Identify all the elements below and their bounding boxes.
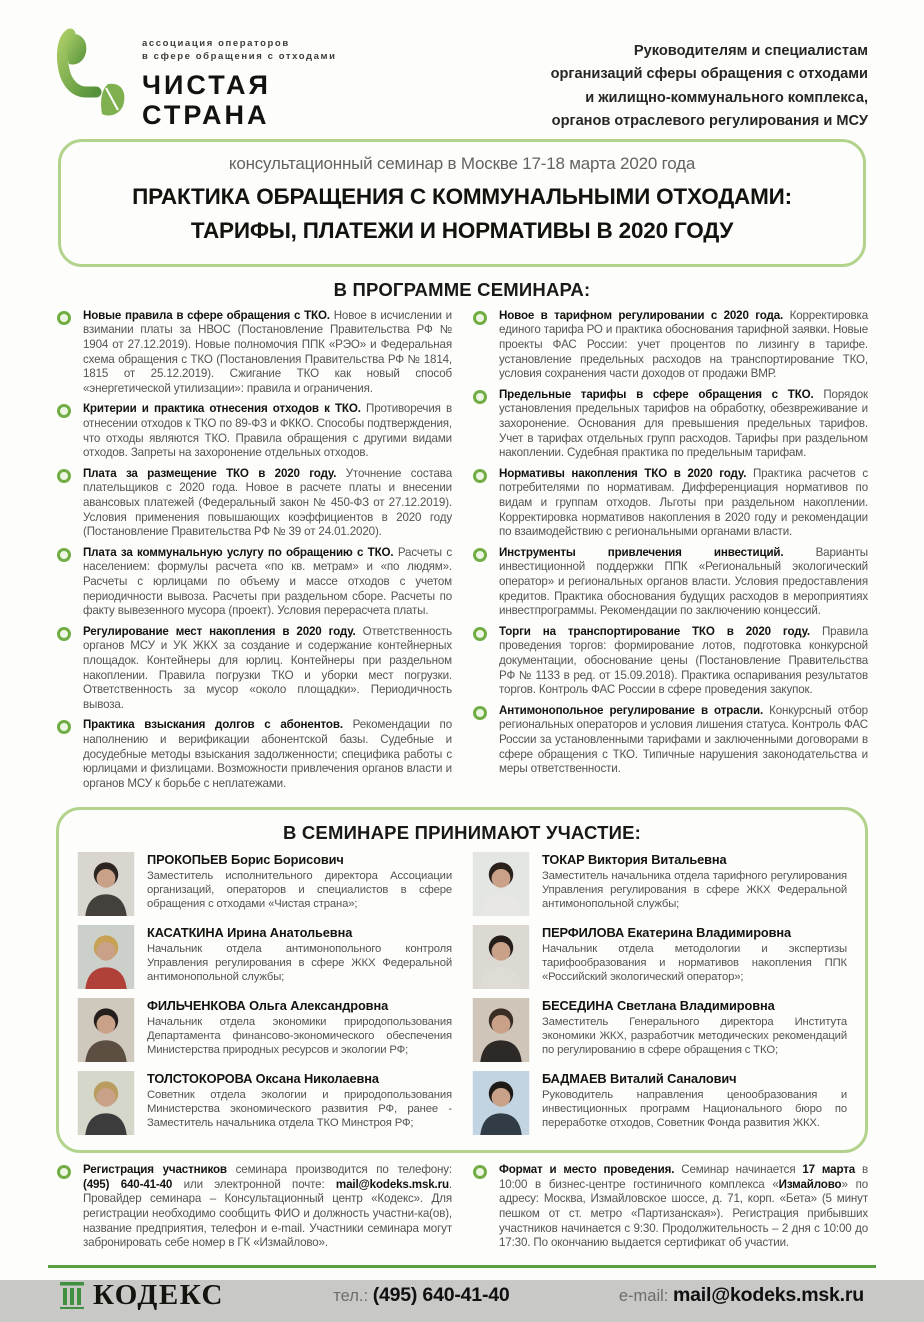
speaker-card xyxy=(472,925,847,989)
speaker-bio: Руководитель направления ценообразования и инвестиционных программ Национального бюро по переработке отходов, Советник Фонда развития ЖКХ. xyxy=(542,1089,847,1130)
audience-line: и жилищно-коммунального комплекса, xyxy=(585,89,868,106)
speakers-heading: В СЕМИНАРЕ ПРИНИМАЮТ УЧАСТИЕ: xyxy=(282,822,642,844)
program-item: Нормативы накопления ТКО в 2020 году. Практика расчетов с потребителями по нормативам. Дифференциация нормативов по видам и группам отходов. Льготы при раздельном накоплении. Корректировка нормативов накопления в 2020 году и рекомендации по взаимодействию с региональными органами власти. xyxy=(472,467,868,540)
program-item: Антимонопольное регулирование в отрасли. Конкурсный отбор региональных операторов и условия лишения статуса. Контроль ФАС России за установленными тарифами и заключенными договорами в сфере обращения с ТКО. Типичные нарушения законодательства и меры ответственности. xyxy=(472,704,868,777)
page-footer xyxy=(56,1277,868,1322)
bullet-icon xyxy=(57,720,71,734)
footer-divider xyxy=(48,1265,876,1269)
bullet-icon xyxy=(57,404,71,418)
speaker-bio: Заместитель Генерального директора Института экономики ЖКХ, разработчик методических рекомендаций по регулированию в сфере обращения с ТКО; xyxy=(542,1016,847,1057)
program-section xyxy=(56,279,868,797)
speaker-name: ТОЛСТОКОРОВА Оксана Николаевна xyxy=(147,1071,379,1087)
speaker-bio: Заместитель исполнительного директора Ассоциации организаций, операторов и специалистов в сфере обращения с отходами «Чистая страна»; xyxy=(147,870,452,911)
bullet-icon xyxy=(57,311,71,325)
venue-note: Формат и место проведения. Семинар начинается 17 марта в 10:00 в бизнес-центре гостиничного комплекса «Измайлово» по адресу: Москва, Измайловское шоссе, д. 71, корп. «Бета» (5 минут пешком от ст. метро «Партизанская»). Регистрация прибывших участников начинается с 9:30. Продолжительность – 2 дня с 10:00 до 17:30. По окончанию выдается сертификат об участии. xyxy=(472,1163,868,1251)
program-item: Регулирование мест накопления в 2020 году. Ответственность органов МСУ и УК ЖКХ за создание и содержание контейнерных площадок. Контейнеры для юрлиц. Контейнеры при раздельном накоплении. Правила погрузки ТКО и уборки мест погрузки. Ответственность за мусор «около площадки». Периодичность вывоза. xyxy=(56,625,452,713)
chistaya-strana-logo xyxy=(56,26,337,130)
program-item: Плата за размещение ТКО в 2020 году. Уточнение состава плательщиков с 2020 года. Новое в расчете платы и внесении авансовых платежей (Федеральный закон № 450-ФЗ от 27.12.2019). Условия применения повышающих коэффициентов в 2020 году (Постановление Правительства РФ № 39 от 24.01.2020). xyxy=(56,467,452,540)
audience-note xyxy=(551,26,868,133)
speaker-card xyxy=(472,998,847,1062)
program-item: Практика взыскания долгов с абонентов. Рекомендации по наполнению и верификации абонентской базы. Судебные и досудебные методы взыскания задолженности; специфика работы с юрлицами и физлицами. Возможности привлечения органов власти и органов МСУ к борьбе с неплатежами. xyxy=(56,718,452,791)
program-left-column xyxy=(56,309,452,797)
program-item: Новое в тарифном регулировании с 2020 года. Корректировка единого тарифа РО и практика обоснования тарифной заявки. Новые проекты ФАС России: учет процентов по лизингу в тарифе. установление предельных расходов на транспортирование ТКО, условия сохранения части доходов от продажи ВМР. xyxy=(472,309,868,382)
bullet-icon xyxy=(473,706,487,720)
kodeks-logo xyxy=(60,1279,224,1312)
registration-note: Регистрация участников семинара производится по телефону: (495) 640-41-40 или электронной почте: mail@kodeks.msk.ru. Провайдер семинара – Консультационный центр «Кодекс». Для регистрации необходимо сообщить ФИО и должность участни-ка(ов), название предприятия, телефон и e-mail. Участники семинара могут забронировать себе номер в ГК «Измайлово». xyxy=(56,1163,452,1251)
leaf-letter-icon xyxy=(56,26,130,122)
speaker-photo xyxy=(77,925,135,989)
speakers-right-column xyxy=(472,852,847,1144)
pillar-icon xyxy=(60,1282,84,1309)
speaker-card xyxy=(472,852,847,916)
program-item: Новые правила в сфере обращения с ТКО. Новое в исчислении и взимании платы за НВОС (Постановление Правительства РФ № 1904 от 27.12.2019). Новые полномочия ППК «РЭО» и Федеральная схема обращения с ТКО (Постановления Правительства РФ № 1814, 1815 от 25.12.2019). Сжигание ТКО как новый способ «энергетической утилизации»: правила и ограничения. xyxy=(56,309,452,397)
speaker-name: ФИЛЬЧЕНКОВА Ольга Александровна xyxy=(147,998,389,1014)
speaker-photo xyxy=(472,852,530,916)
bullet-icon xyxy=(57,1165,71,1179)
program-item: Критерии и практика отнесения отходов к ТКО. Противоречия в отнесении отходов к ТКО по 89-ФЗ и ФККО. Способы подтверждения, что отходы являются ТКО. Правила обращения с другими видами отходов. Запреты на захоронение отдельных отходов. xyxy=(56,402,452,460)
program-item: Предельные тарифы в сфере обращения с ТКО. Порядок установления предельных тарифов на обработку, обезвреживание и захоронение. Основания для превышения предельных тарифов. Учет в тарифах отдельных групп расходов. Тарифы при раздельном накоплении. Судебная практика по предельным тарифам. xyxy=(472,388,868,461)
speaker-photo xyxy=(472,998,530,1062)
seminar-title-line2: ТАРИФЫ, ПЛАТЕЖИ И НОРМАТИВЫ В 2020 ГОДУ xyxy=(190,218,734,244)
program-item: Торги на транспортирование ТКО в 2020 году. Правила проведения торгов: формирование лотов, подготовка конкурсной документации, обоснование цены (Постановление Правительства РФ № 1133 в ред. от 15.09.2018). Практика оспаривания результатов торгов. Контроль ФАС России в сфере проведения закупок. xyxy=(472,625,868,698)
bullet-icon xyxy=(473,548,487,562)
audience-line: организаций сферы обращения с отходами xyxy=(550,66,868,83)
bullet-icon xyxy=(473,390,487,404)
kodeks-brand: КОДЕКС xyxy=(93,1279,224,1312)
speaker-bio: Начальник отдела методологии и экспертизы тарифообразования и нормативов накопления ППК «Российский экологический оператор»; xyxy=(542,943,847,984)
speaker-name: БЕСЕДИНА Светлана Владимировна xyxy=(542,998,775,1014)
bullet-icon xyxy=(57,627,71,641)
speaker-bio: Заместитель начальника отдела тарифного регулирования Управления регулирования в сфере ЖКХ Федеральной антимонопольной службы; xyxy=(542,870,847,911)
speaker-card xyxy=(77,925,452,989)
seminar-title-line1: ПРАКТИКА ОБРАЩЕНИЯ С КОММУНАЛЬНЫМИ ОТХОДАМИ: xyxy=(132,184,792,210)
bullet-icon xyxy=(473,311,487,325)
seminar-title-box xyxy=(58,139,866,267)
speaker-name: ТОКАР Виктория Витальевна xyxy=(542,852,727,868)
program-right-column xyxy=(472,309,868,797)
bullet-icon xyxy=(57,548,71,562)
speaker-photo xyxy=(77,998,135,1062)
program-item: Плата за коммунальную услугу по обращению с ТКО. Расчеты с населением: формулы расчета «по кв. метрам» и «по людям». Расчеты с юрлицами по объему и массе отходов с учетом периодичности вывоза. Расчеты при раздельном сборе. Расчеты по факту вывезенного мусора (проект). Условия перерасчета платы. xyxy=(56,546,452,619)
speaker-card xyxy=(77,852,452,916)
speaker-card xyxy=(77,998,452,1062)
bullet-icon xyxy=(473,627,487,641)
footer-phone: тел.: (495) 640-41-40 xyxy=(333,1284,510,1307)
audience-line: органов отраслевого регулирования и МСУ xyxy=(551,113,868,130)
seminar-subtitle: консультационный семинар в Москве 17-18 марта 2020 года xyxy=(228,154,696,174)
speakers-section xyxy=(56,807,868,1153)
speaker-bio: Начальник отдела экономики природопользования Департамента финансово-экономического обеспечения Министерства природных ресурсов и экологии РФ; xyxy=(147,1016,452,1057)
logo-text xyxy=(142,26,337,130)
bullet-icon xyxy=(473,1165,487,1179)
speaker-card xyxy=(472,1071,847,1135)
speaker-photo xyxy=(472,925,530,989)
bullet-icon xyxy=(57,469,71,483)
speaker-name: КАСАТКИНА Ирина Анатольевна xyxy=(147,925,353,941)
speaker-card xyxy=(77,1071,452,1135)
speakers-left-column xyxy=(77,852,452,1144)
logo-tagline: ассоциация операторов в сфере обращения с отходами xyxy=(142,38,337,62)
bullet-icon xyxy=(473,469,487,483)
footer-email: e-mail: mail@kodeks.msk.ru xyxy=(618,1284,864,1307)
program-heading: В ПРОГРАММЕ СЕМИНАРА: xyxy=(333,278,591,300)
logo-brand: ЧИСТАЯ СТРАНА xyxy=(142,69,271,130)
speaker-photo xyxy=(472,1071,530,1135)
speaker-photo xyxy=(77,852,135,916)
program-item: Инструменты привлечения инвестиций. Варианты инвестиционной поддержки ППК «Региональный экологический оператор» и региональных органов власти. Условия предоставления кредитов. Практика обоснования будущих расходов в мероприятиях инвестпрограммы. Рекомендации по заключению концессий. xyxy=(472,546,868,619)
speaker-name: ПРОКОПЬЕВ Борис Борисович xyxy=(147,852,344,868)
speaker-bio: Советник отдела экологии и природопользования Министерства экономического развития РФ, ранее - Заместитель начальника отдела ТКО Минстроя РФ; xyxy=(147,1089,452,1130)
page-header xyxy=(56,26,868,133)
speaker-name: БАДМАЕВ Виталий Саналович xyxy=(542,1071,737,1087)
speaker-bio: Начальник отдела антимонопольного контроля Управления регулирования в сфере ЖКХ Федеральной антимонопольной службы; xyxy=(147,943,452,984)
audience-line: Руководителям и специалистам xyxy=(633,43,868,59)
speaker-photo xyxy=(77,1071,135,1135)
speaker-name: ПЕРФИЛОВА Екатерина Владимировна xyxy=(542,925,792,941)
bottom-info-section xyxy=(56,1163,868,1257)
